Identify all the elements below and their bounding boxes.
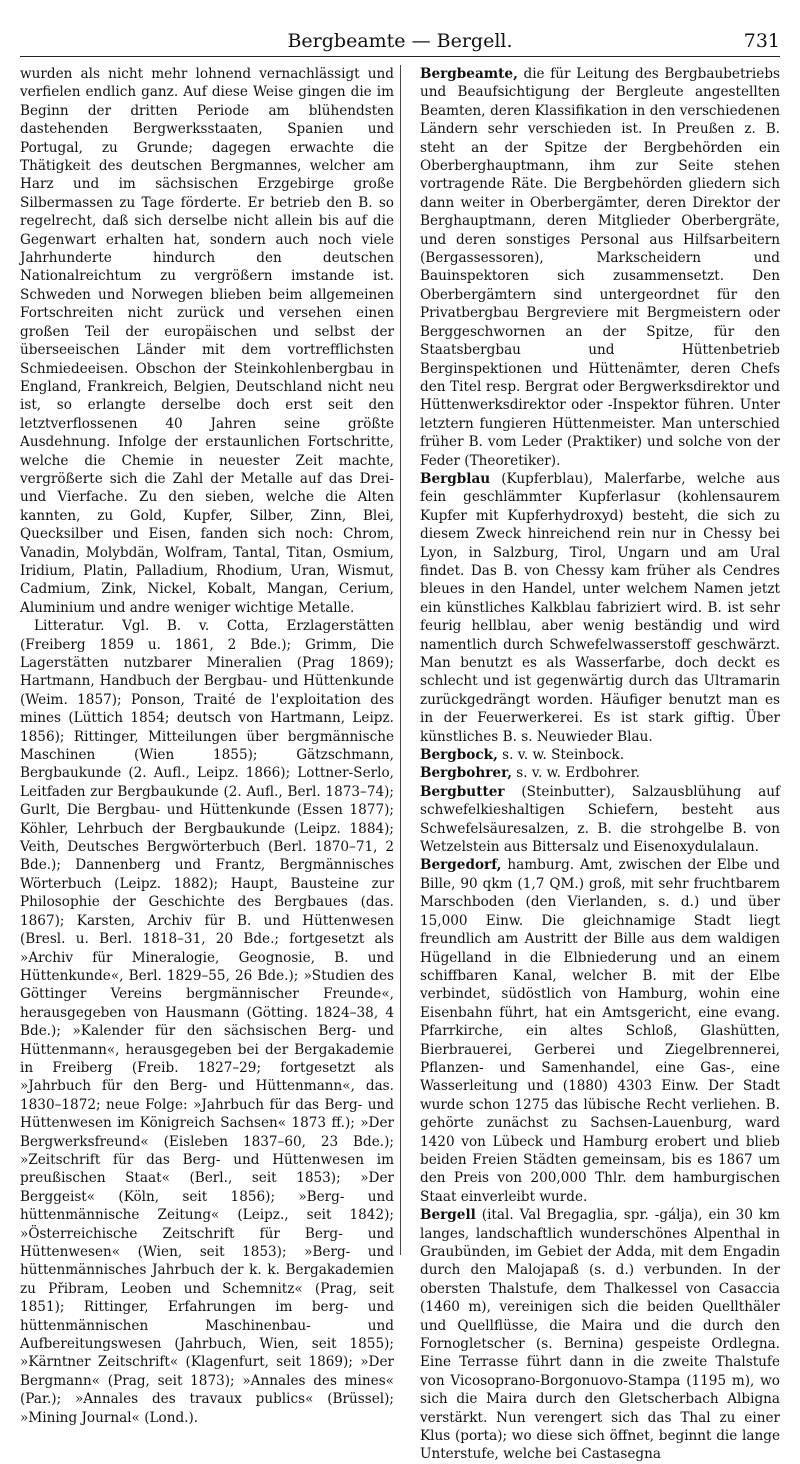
entry-text: s. v. w. Erdbohrer. xyxy=(511,765,640,782)
entry-bergbeamte xyxy=(406,65,780,470)
columns xyxy=(20,65,780,1463)
entry-text: (Steinbutter), Salzausblühung auf schwefelkieshaltigen Schiefern, besteht aus Schwefelsäuresalzen, z. B. die strohgelbe B. von Wetzelstein aus Bittersalz und Eisenoxydulalaun. xyxy=(420,783,780,856)
lemma: Bergblau xyxy=(420,470,491,487)
literature-paragraph: Litteratur. Vgl. B. v. Cotta, Erzlagerstätten (Freiberg 1859 u. 1861, 2 Bde.); Grimm, Die Lagerstätten nutzbarer Mineralien (Prag 1869); Hartmann, Handbuch der Bergbau- und Hüttenkunde (Weim. 1857); Ponson, Traité de l'exploitation des mines (Lüttich 1854; deutsch von Hartmann, Leipz. 1856); Rittinger, Mitteilungen über bergmännische Maschinen (Wien 1855); Gätzschmann, Bergbaukunde (2. Aufl., Leipz. 1866); Lottner-Serlo, Leitfaden zur Bergbaukunde (2. Aufl., Berl. 1873–74); Gurlt, Die Bergbau- und Hüttenkunde (Essen 1877); Köhler, Lehrbuch der Bergbaukunde (Leipz. 1884); Veith, Deutsches Bergwörterbuch (Berl. 1870–71, 2 Bde.); Dannenberg und Frantz, Bergmännisches Wörterbuch (Leipz. 1882); Haupt, Bausteine zur Philosophie der Geschichte des Bergbaues (das. 1867); Karsten, Archiv für B. und Hüttenwesen (Bresl. u. Berl. 1818–31, 20 Bde.; fortgesetzt als »Archiv für Mineralogie, Geognosie, B. und Hüttenkunde«, Berl. 1829–55, 26 Bde.); »Studien des Göttinger Vereins bergmännischer Freunde«, herausgegeben von Hausmann (Götting. 1824–38, 4 Bde.); »Kalender für den sächsischen Berg- und Hüttenmann«, herausgegeben bei der Bergakademie in Freiberg (Freib. 1827–29; fortgesetzt als »Jahrbuch für den Berg- und Hüttenmann«, das. 1830–1872; neue Folge: »Jahrbuch für das Berg- und Hüttenwesen im Königreich Sachsen« 1873 ff.); »Der Bergwerksfreund« (Eisleben 1837–60, 23 Bde.); »Zeitschrift für das Berg- und Hüttenwesen im preußischen Staat« (Berl., seit 1853); »Der Berggeist« (Köln, seit 1856); »Berg- und hüttenmännische Zeitung« (Leipz., seit 1842); »Österreichische Zeitschrift für Berg- und Hüttenwesen« (Wien, seit 1853); »Berg- und hüttenmännisches Jahrbuch der k. k. Bergakademien zu Přibram, Leoben und Schemnitz« (Prag, seit 1851); Rittinger, Erfahrungen im berg- und hüttenmännischen Maschinenbau- und Aufbereitungswesen (Jahrbuch, Wien, seit 1855); »Kärntner Zeitschrift« (Klagenfurt, seit 1869); »Der Bergmann« (Prag, seit 1873); »Annales des mines« (Par.); »Annales des travaux publics« (Brüssel); »Mining Journal« (Lond.). xyxy=(20,618,394,1426)
lemma: Bergbock, xyxy=(420,747,498,764)
entry-bergblau xyxy=(406,470,780,746)
lemma: Bergell xyxy=(420,1207,476,1224)
page-number: 731 xyxy=(743,30,780,52)
entry-text: (Kupferblau), Malerfarbe, welche aus fein geschlämmter Kupferlasur (kohlensaurem Kupfer mit Kupferhydroxyd) besteht, die sich zu diesem Zweck hinreichend rein nur in Chessy bei Lyon, in Salzburg, Tirol, Ungarn und am Ural findet. Das B. von Chessy kam früher als Cendres bleues in den Handel, unter welchem Namen jetzt ein künstliches Kalkblau fabriziert wird. B. ist sehr feurig hellblau, aber wenig beständig und wird namentlich durch Schwefelwasserstoff geschwärzt. Man benutzt es als Wasserfarbe, doch deckt es schlecht und ist gegenwärtig durch das Ultramarin zurückgedrängt worden. Häufiger benutzt man es in der Feuerwerkerei. Es ist stark giftig. Über künstliches B. s. Neuwieder Blau. xyxy=(420,470,780,745)
lemma: Bergbohrer, xyxy=(420,765,512,782)
page-header xyxy=(20,30,780,57)
entry-bergbutter xyxy=(406,783,780,857)
lemma: Bergedorf, xyxy=(420,857,502,874)
entry-text: s. v. w. Steinbock. xyxy=(497,747,625,764)
left-column xyxy=(20,65,394,1427)
entry-text: die für Leitung des Bergbaubetriebs und Beaufsichtigung der Bergleute angestellten Beamten, deren Klassifikation in den verschiedenen Ländern sehr verschieden ist. In Preußen z. B. steht an der Spitze der Bergbehörden ein Oberberghauptmann, ihm zur Seite stehen vortragende Räte. Die Bergbehörden gliedern sich dann weiter in Oberbergämter, deren Direktor der Berghauptmann, deren Mitglieder Oberbergräte, und deren sonstiges Personal aus Hilfsarbeitern (Bergassessoren), Markscheidern und Bauinspektoren sich zusammensetzt. Den Oberbergämtern sind untergeordnet für den Privatbergbau Bergreviere mit Bergmeistern oder Berggeschwornen an der Spitze, für den Staatsbergbau und Hüttenbetrieb Berginspektionen und Hüttenämter, deren Chefs den Titel resp. Bergrat oder Bergwerksdirektor und Hüttenwerksdirektor oder -Inspektor führen. Unter letztern fungieren Hüttenmeister. Man unterschied früher B. vom Leder (Praktiker) und solche von der Feder (Theoretiker). xyxy=(420,66,780,469)
entry-bergbohrer xyxy=(406,764,780,782)
entry-bergedorf xyxy=(406,856,780,1206)
entry-bergell xyxy=(406,1206,780,1464)
lemma: Bergbeamte, xyxy=(420,66,518,82)
lemma: Bergbutter xyxy=(420,783,505,800)
column-divider xyxy=(400,65,401,1255)
entry-text: (ital. Val Bregaglia, spr. -gálja), ein 30 km langes, landschaftlich wunderschönes Alpenthal in Graubünden, im Gebiet der Adda, mit dem Engadin durch den Malojapaß (s. d.) verbunden. In der obersten Thalstufe, dem Thalkessel von Casaccia (1460 m), vereinigen sich die beiden Quellthäler und Quellflüsse, die Maira und die durch den Fornogletscher (s. Bernina) gespeiste Ordlegna. Eine Terrasse führt dann in die zweite Thalstufe von Vicosoprano-Borgonuovo-Stampa (1195 m), wo sich die Maira durch den Gletscherbach Albigna verstärkt. Nun verengert sich das Thal zu einer Klus (porta); wo diese sich öffnet, beginnt die lange Unterstufe, welche bei Castasegna xyxy=(420,1207,780,1463)
continuation-paragraph: wurden als nicht mehr lohnend vernachlässigt und verfielen endlich ganz. Auf diese Weise gingen die im Beginn der dritten Periode am blühendsten dastehenden Bergwerksstaaten, Spanien und Portugal, zu Grunde; dagegen erwachte die Thätigkeit des deutschen Bergmannes, welcher am Harz und im sächsischen Erzgebirge große Silbermassen zu Tage förderte. Er betrieb den B. so regelrecht, daß sich derselbe nicht allein bis auf die Gegenwart erhalten hat, sondern auch noch viele Jahrhunderte hindurch den deutschen Nationalreichtum zu vergrößern imstande ist. Schweden und Norwegen blieben beim allgemeinen Fortschreiten nicht zurück und versehen einen großen Teil der europäischen und selbst der überseeischen Länder mit dem vortrefflichsten Schmiedeeisen. Obschon der Steinkohlenbergbau in England, Frankreich, Belgien, Deutschland nicht neu ist, so erlangte derselbe doch erst seit den letztverflossenen 40 Jahren seine größte Ausdehnung. Infolge der erstaunlichen Fortschritte, welche die Chemie in neuester Zeit machte, vergrößerte sich die Zahl der Metalle auf das Drei- und Vierfache. Zu den sieben, welche die Alten kannten, zu Gold, Kupfer, Silber, Zinn, Blei, Quecksilber und Eisen, fanden sich noch: Chrom, Vanadin, Molybdän, Wolfram, Tantal, Titan, Osmium, Iridium, Platin, Palladium, Rhodium, Uran, Wismut, Cadmium, Zink, Nickel, Kobalt, Mangan, Cerium, Aluminium und andre weniger wichtige Metalle. xyxy=(20,66,394,616)
entry-bergbock xyxy=(406,746,780,764)
right-column xyxy=(406,65,780,1464)
entry-text: hamburg. Amt, zwischen der Elbe und Bille, 90 qkm (1,7 QM.) groß, mit sehr fruchtbarem Marschboden (den Vierlanden, s. d.) und über 15,000 Einw. Die gleichnamige Stadt liegt freundlich am Austritt der Bille aus dem waldigen Hügelland in die Elbniederung und an einem schiffbaren Kanal, welcher B. mit der Elbe verbindet, südöstlich von Hamburg, wohin eine Eisenbahn führt, hat ein Amtsgericht, eine evang. Pfarrkirche, ein altes Schloß, Glashütten, Bierbrauerei, Gerberei und Ziegelbrennerei, Pflanzen- und Samenhandel, eine Gas-, eine Wasserleitung und (1880) 4303 Einw. Der Stadt wurde schon 1275 das lübische Recht verliehen. B. gehörte zunächst zu Sachsen-Lauenburg, ward 1420 von Lübeck und Hamburg erobert und blieb beiden Freien Städten gemeinsam, bis es 1867 um den Preis von 200,000 Thlr. dem hamburgischen Staat einverleibt wurde. xyxy=(420,857,780,1205)
running-title: Bergbeamte — Bergell. xyxy=(287,30,513,52)
